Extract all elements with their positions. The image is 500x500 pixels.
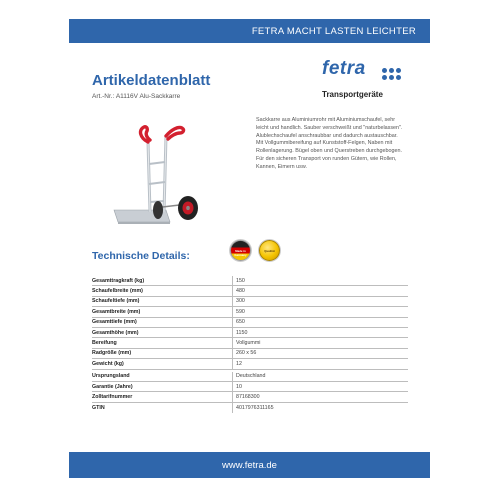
spec-label: Schaufeltiefe (mm) [92, 298, 140, 305]
spec-row [92, 307, 408, 317]
badge-row [230, 240, 280, 261]
spec-value: 650 [232, 318, 408, 327]
article-number: Art.-Nr.: A1116V Alu-Sackkarre [92, 93, 181, 100]
badge-text: Qualität [264, 249, 275, 253]
logo-wordmark: fetra [322, 58, 366, 79]
spec-row [92, 286, 408, 296]
quality-seal-badge-icon [259, 240, 280, 261]
fetra-logo [322, 60, 402, 84]
spec-row [92, 403, 408, 413]
spec-value: 12 [232, 359, 408, 368]
spec-row [92, 276, 408, 286]
badge-text: Made in Germany [234, 249, 247, 257]
spec-row [92, 328, 408, 338]
footer-url-link[interactable]: www.fetra.de [222, 459, 277, 471]
spec-value: 87168300 [232, 392, 408, 401]
made-in-germany-badge-icon [230, 240, 251, 261]
spec-label: Radgröße (mm) [92, 350, 132, 357]
spec-label: Bereifung [92, 340, 117, 347]
top-banner [69, 19, 430, 43]
spec-label: Ursprungsland [92, 373, 130, 380]
spec-value: 1150 [232, 328, 408, 337]
page-title: Artikeldatenblatt [92, 72, 211, 89]
spec-label: Schaufelbreite (mm) [92, 288, 143, 295]
spec-value: Deutschland [232, 372, 408, 381]
product-description: Sackkarre aus Aluminiumrohr mit Aluminiumschaufel, sehr leicht und handlich. Sauber verschweißt und "naturbelassen". Alublechschaufel anschraubbar und dadurch austauschbar. Mit Vollgummibereifung auf Kunststoff-Felgen, Naben mit Rollenlagerung. Bügel oben und Querstreben durchgebogen. Für den sicheren Transport von runden Gütern, wie Rollen, Kannen, Eimern usw. [256, 117, 403, 170]
spec-label: Zolltarifnummer [92, 393, 133, 400]
spec-label: Gesamthöhe (mm) [92, 329, 139, 336]
logo-dots-icon [382, 68, 404, 80]
spec-row [92, 359, 408, 369]
banner-slogan: FETRA MACHT LASTEN LEICHTER [251, 25, 416, 37]
spec-value: 590 [232, 307, 408, 316]
section-title-technical: Technische Details: [92, 250, 190, 262]
spec-value: 4017976311165 [232, 403, 408, 413]
spec-label: Gesamttragkraft (kg) [92, 277, 145, 284]
spec-label: Gewicht (kg) [92, 360, 124, 367]
spec-value: 150 [232, 276, 408, 285]
hand-truck-image [108, 118, 208, 230]
spec-label: Gesamttiefe (mm) [92, 319, 137, 326]
spec-label: GTIN [92, 404, 105, 411]
spec-value: 260 x 56 [232, 349, 408, 358]
spec-row [92, 349, 408, 359]
spec-label: Garantie (Jahre) [92, 383, 133, 390]
logo-subtitle: Transportgeräte [322, 90, 383, 99]
footer-banner [69, 452, 430, 478]
specs-table [92, 276, 408, 413]
spec-value: 10 [232, 382, 408, 391]
spec-row [92, 382, 408, 392]
spec-value: 480 [232, 286, 408, 295]
spec-label: Gesamtbreite (mm) [92, 308, 141, 315]
spec-row [92, 392, 408, 402]
spec-row [92, 372, 408, 382]
spec-row [92, 338, 408, 348]
spec-value: Vollgummi [232, 338, 408, 347]
spec-row [92, 318, 408, 328]
spec-value: 300 [232, 297, 408, 306]
spec-row [92, 297, 408, 307]
